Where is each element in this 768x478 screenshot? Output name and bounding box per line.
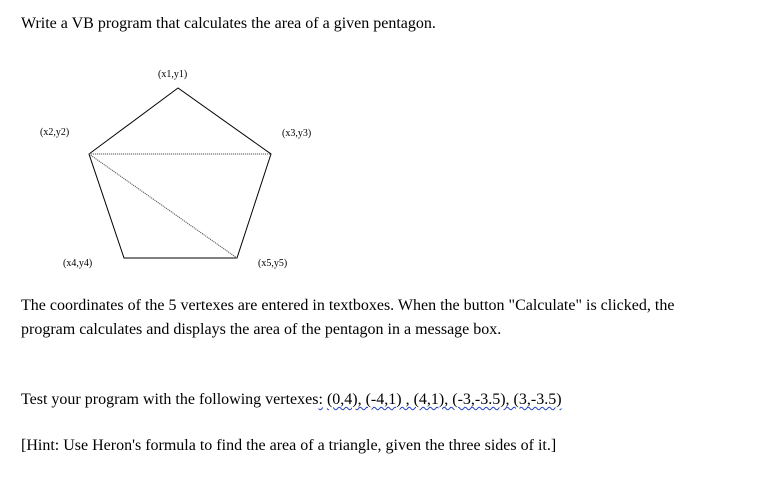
hint-text: [Hint: Use Heron's formula to find the area of a triangle, given the three sides of it.] xyxy=(21,437,557,454)
vertex-label-2: (x2,y2) xyxy=(40,127,70,138)
test-prefix: Test your program with the following vertexes xyxy=(21,391,319,408)
vertex-label-1: (x1,y1) xyxy=(158,69,188,80)
vertex-label-3: (x3,y3) xyxy=(282,128,312,139)
test-vertices: (0,4), (-4,1) , (4,1), (-3,-3.5), (3,-3.5) xyxy=(326,391,562,408)
test-vertices-line xyxy=(21,390,562,410)
test-colon: : xyxy=(318,391,323,408)
question-title: Write a VB program that calculates the area of a given pentagon. xyxy=(21,15,436,32)
vertex-label-4: (x4,y4) xyxy=(63,258,93,269)
vertex-label-5: (x5,y5) xyxy=(258,258,288,269)
diagonal-v2-v5 xyxy=(89,154,237,258)
pentagon-outline xyxy=(89,88,271,258)
description-line-1: The coordinates of the 5 vertexes are entered in textboxes. When the button "Calculate" is clicked, the xyxy=(21,297,675,314)
description-line-2: program calculates and displays the area of the pentagon in a message box. xyxy=(21,321,502,338)
